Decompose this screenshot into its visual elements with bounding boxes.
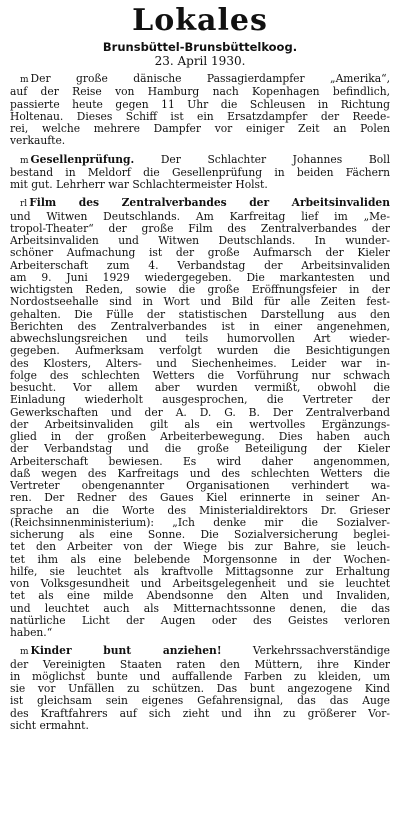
article-line: abwechslungsreichen und teils humorvollen Art wieder- (10, 333, 390, 345)
article-line: wichtigsten Reden, sowie die große Eröffnungsfeier in der (10, 284, 390, 296)
article-line: tet ihm als eine belebende Morgensonne in der Wochen- (10, 553, 390, 566)
article-line: sicherung als eine Sonne. Die Sozialversicherung beglei- (10, 529, 390, 541)
article-line: schöner Aufmachung ist der große Aufmarsch der Kieler (10, 247, 390, 260)
article (10, 154, 390, 192)
article-line: rei, welche mehrere Dampfer vor einiger Zeit an Polen (10, 123, 390, 135)
article-line: glied in der großen Arbeiterbewegung. Dies haben auch (10, 431, 390, 443)
article-line: Gewerkschaften und der A. D. G. B. Der Zentralverband (10, 406, 390, 419)
article-line: des Klosters, Alters- und Siechenheimes. Leider war in- (10, 357, 390, 370)
article-headline: Kinder bunt anziehen! (30, 645, 222, 658)
line-text: Der Schlachter Johannes Boll (134, 153, 390, 166)
article-line: sie vor Unfällen zu schützen. Das bunt angezogene Kind (10, 683, 390, 695)
article-line: (Reichsinnenministerium): „Ich denke mir die Sozialver- (10, 516, 390, 529)
article-line: natürliche Licht der Augen oder des Geistes verloren (10, 614, 390, 627)
article-line: und Witwen Deutschlands. Am Karfreitag lief im „Me- (10, 210, 390, 223)
article-line (10, 645, 390, 658)
article-line: Arbeiterschaft bewiesen. Es wird daher angenommen, (10, 455, 390, 468)
author-mark: rl (20, 199, 28, 210)
article-line: tropol-Theater“ der große Film des Zentralverbandes der (10, 222, 390, 235)
author-mark: m (20, 647, 29, 658)
dateline: Brunsbüttel-Brunsbüttelkoog. (102, 40, 298, 54)
article-line: tet den Arbeiter von der Wiege bis zur Bahre, sie leuch- (10, 541, 390, 554)
article-line: der Arbeitsinvaliden gilt als ein wertvolles Ergänzungs- (10, 418, 390, 431)
line-text: Verkehrssachverständige (221, 645, 390, 658)
article-line: besucht. Vor allem aber wurden vermißt, obwohl die (10, 382, 390, 394)
article-line: Arbeiterschaft zum 4. Verbandstag der Arbeitsinvaliden (10, 259, 390, 272)
article (10, 197, 390, 639)
article (10, 645, 390, 732)
article-line: auf der Reise von Hamburg nach Kopenhagen befindlich, (10, 86, 390, 99)
article-line: Holtenau. Dieses Schiff ist ein Ersatzdampfer der Reede- (10, 110, 390, 123)
article-line: folge des schlechten Wetters die Vorführung nur schwach (10, 369, 390, 382)
article-headline: Film des Zentralverbandes der Arbeitsinvaliden (29, 197, 390, 210)
article-line: Arbeitsinvaliden und Witwen Deutschlands. In wunder- (10, 235, 390, 247)
article-line: ren. Der Redner des Gaues Kiel erinnerte in seiner An- (10, 492, 390, 505)
article-line: ist gleichsam sein eigenes Gefahrensignal, das das Auge (10, 695, 390, 708)
article-line (10, 197, 390, 210)
article-line: in möglichst bunte und auffallende Farben zu kleiden, um (10, 670, 390, 683)
article-line: und leuchtet auch als Mitternachtssonne denen, die das (10, 602, 390, 615)
article-line: bestand in Meldorf die Gesellenprüfung in beiden Fächern (10, 166, 390, 179)
article-line: der Verbandstag und die große Beteiligung der Kieler (10, 443, 390, 456)
article-line: tet als eine milde Abendsonne den Alten und Invaliden, (10, 590, 390, 603)
article-line: Berichten des Zentralverbandes ist in einer angenehmen, (10, 320, 390, 333)
article-line: der Vereinigten Staaten raten den Müttern, ihre Kinder (10, 658, 390, 671)
article-line (10, 154, 390, 167)
article-line: gegeben. Aufmerksam verfolgt wurden die Besichtigungen (10, 345, 390, 358)
articles-column (10, 73, 390, 732)
section-title: Lokales (132, 3, 268, 38)
article-line: verkaufte. (10, 135, 66, 148)
article-line: Nordostseehalle sind in Wort und Bild für alle Zeiten fest- (10, 296, 390, 309)
article-line: haben.“ (10, 627, 53, 639)
article-line: Einladung wiederholt ausgesprochen, die Vertreter der (10, 394, 390, 407)
article-line: gehalten. Die Fülle der statistischen Darstellung aus den (10, 308, 390, 321)
issue-date: 23. April 1930. (154, 54, 246, 68)
article-line: hilfe, sie leuchtet als kraftvolle Mittagsonne zur Erhaltung (10, 565, 390, 578)
author-mark: m (20, 155, 29, 166)
article-line: Vertreter obengenannter Organisationen verhindert wa- (10, 480, 390, 492)
article-line: am 9. Juni 1929 wiedergegeben. Die markantesten und (10, 271, 390, 284)
article-line: sprache an die Worte des Ministerialdirektors Dr. Grieser (10, 504, 390, 517)
author-mark: m (20, 75, 29, 85)
article-line: sicht ermahnt. (10, 719, 89, 732)
article-headline: Gesellenprüfung. (30, 153, 135, 166)
article-line: daß wegen des Karfreitags und des schlechten Wetters die (10, 467, 390, 480)
article-line: von Volksgesundheit und Arbeitsgelegenheit und sie leuchtet (10, 578, 390, 590)
article-line (10, 73, 390, 86)
article-line: mit gut. Lehrherr war Schlachtermeister Holst. (10, 179, 268, 191)
article-line: passierte heute gegen 11 Uhr die Schleusen in Richtung (10, 98, 390, 111)
line-text: Der große dänische Passagierdampfer „Amerika“, (30, 73, 390, 85)
article-line: des Kraftfahrers auf sich zieht und ihn zu größerer Vor- (10, 707, 390, 720)
article (10, 73, 390, 148)
